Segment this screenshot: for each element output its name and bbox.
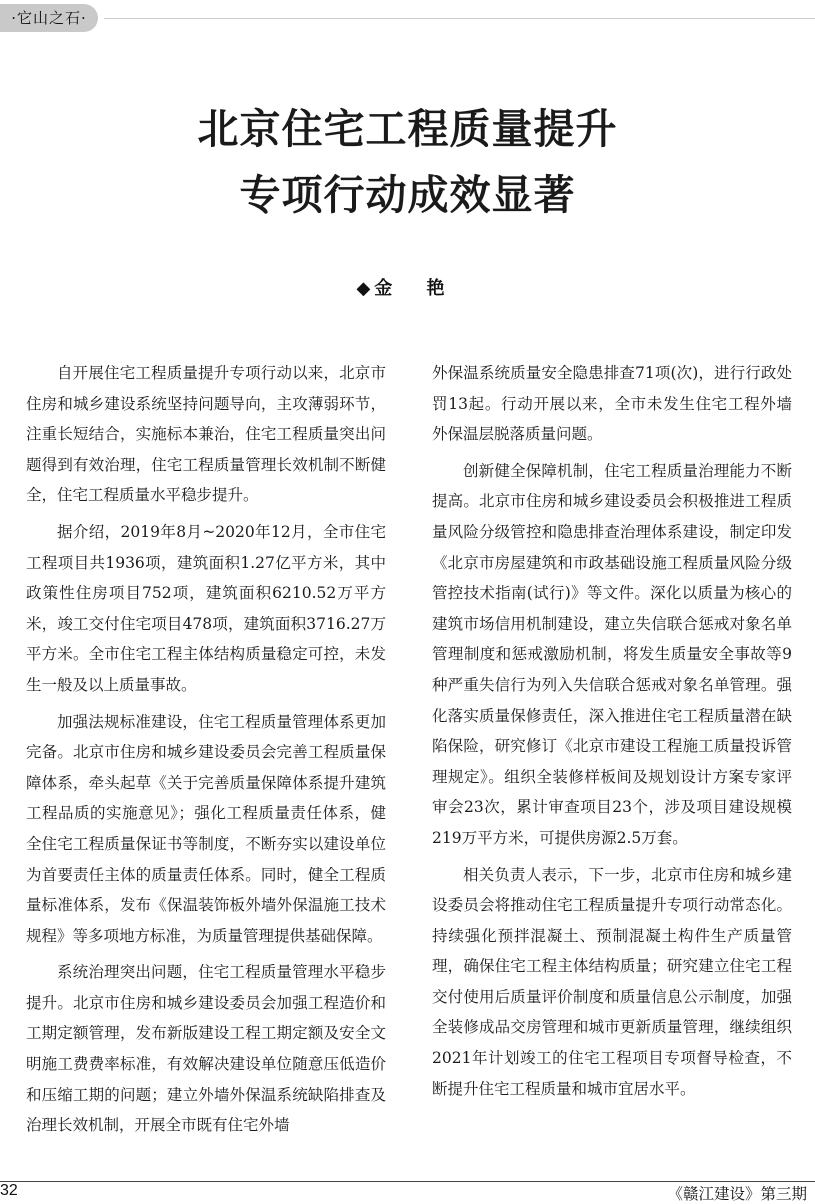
diamond-icon: ◆: [356, 278, 371, 299]
article-title-line-2: 专项行动成效显著: [239, 171, 576, 219]
paragraph-continued: 外保温系统质量安全隐患排查71项(次)，进行行政处罚13起。行动开展以来，全市未发生住宅工程外墙外保温层脱落质量问题。: [432, 364, 792, 444]
header-divider: [104, 18, 815, 19]
journal-name: 《赣江建设》第三期: [667, 1185, 807, 1203]
body-column-left: [26, 358, 386, 1141]
paragraph: 自开展住宅工程质量提升专项行动以来，北京市住房和城乡建设系统坚持问题导向，主攻薄弱环节，注重长短结合，实施标本兼治，住宅工程质量突出问题得到有效治理，住宅工程质量管理长效机制不断健全，住宅工程质量水平稳步提升。: [26, 364, 386, 505]
page-number: 32: [0, 1182, 18, 1199]
section-tag: ·它山之石·: [0, 4, 98, 32]
page-header: [0, 0, 815, 36]
paragraph: 系统治理突出问题，住宅工程质量管理水平稳步提升。北京市住房和城乡建设委员会加强工程造价和工期定额管理，发布新版建设工程工期定额及安全文明施工费费率标准，有效解决建设单位随意压低造价和压缩工期的问题；建立外墙外保温系统缺陷排查及治理长效机制，开展全市既有住宅外墙: [26, 963, 386, 1135]
body-column-right: [432, 358, 792, 1104]
article-title-line-1: 北京住宅工程质量提升: [197, 105, 618, 153]
paragraph: 加强法规标准建设，住宅工程质量管理体系更加完备。北京市住房和城乡建设委员会完善工程质量保障体系，牵头起草《关于完善质量保障体系提升建筑工程品质的实施意见》；强化工程质量责任体系，健全住宅工程质量保证书等制度，不断夯实以建设单位为首要责任主体的质量责任体系。同时，健全工程质量标准体系，发布《保温装饰板外墙外保温施工技术规程》等多项地方标准，为质量管理提供基础保障。: [26, 712, 386, 945]
author-name: 金 艳: [374, 278, 459, 299]
paragraph: 相关负责人表示，下一步，北京市住房和城乡建设委员会将推动住宅工程质量提升专项行动常态化。持续强化预拌混凝土、预制混凝土构件生产质量管理，确保住宅工程主体结构质量；研究建立住宅工程交付使用后质量评价制度和质量信息公示制度，加强全装修成品交房管理和城市更新质量管理，继续组织2021年计划竣工的住宅工程项目专项督导检查，不断提升住宅工程质量和城市宜居水平。: [432, 865, 792, 1098]
byline: [0, 274, 815, 300]
paragraph: 创新健全保障机制，住宅工程质量治理能力不断提高。北京市住房和城乡建设委员会积极推进工程质量风险分级管控和隐患排查治理体系建设，制定印发《北京市房屋建筑和市政基础设施工程质量风险分级管控技术指南(试行)》等文件。深化以质量为核心的建筑市场信用机制建设，建立失信联合惩戒对象名单管理制度和惩戒激励机制，将发生质量安全事故等9种严重失信行为列入失信联合惩戒对象名单管理。强化落实质量保修责任，深入推进住宅工程质量潜在缺陷保险，研究修订《北京市建设工程施工质量投诉管理规定》。组织全装修样板间及规划设计方案专家评审会23次，累计审查项目23个，涉及项目建设规模219万平方米，可提供房源2.5万套。: [432, 461, 792, 847]
paragraph: 据介绍，2019年8月~2020年12月，全市住宅工程项目共1936项，建筑面积1.27亿平方米，其中政策性住房项目752项，建筑面积6210.52万平方米，竣工交付住宅项目478项，建筑面积3716.27万平方米。全市住宅工程主体结构质量稳定可控，未发生一般及以上质量事故。: [26, 522, 386, 694]
